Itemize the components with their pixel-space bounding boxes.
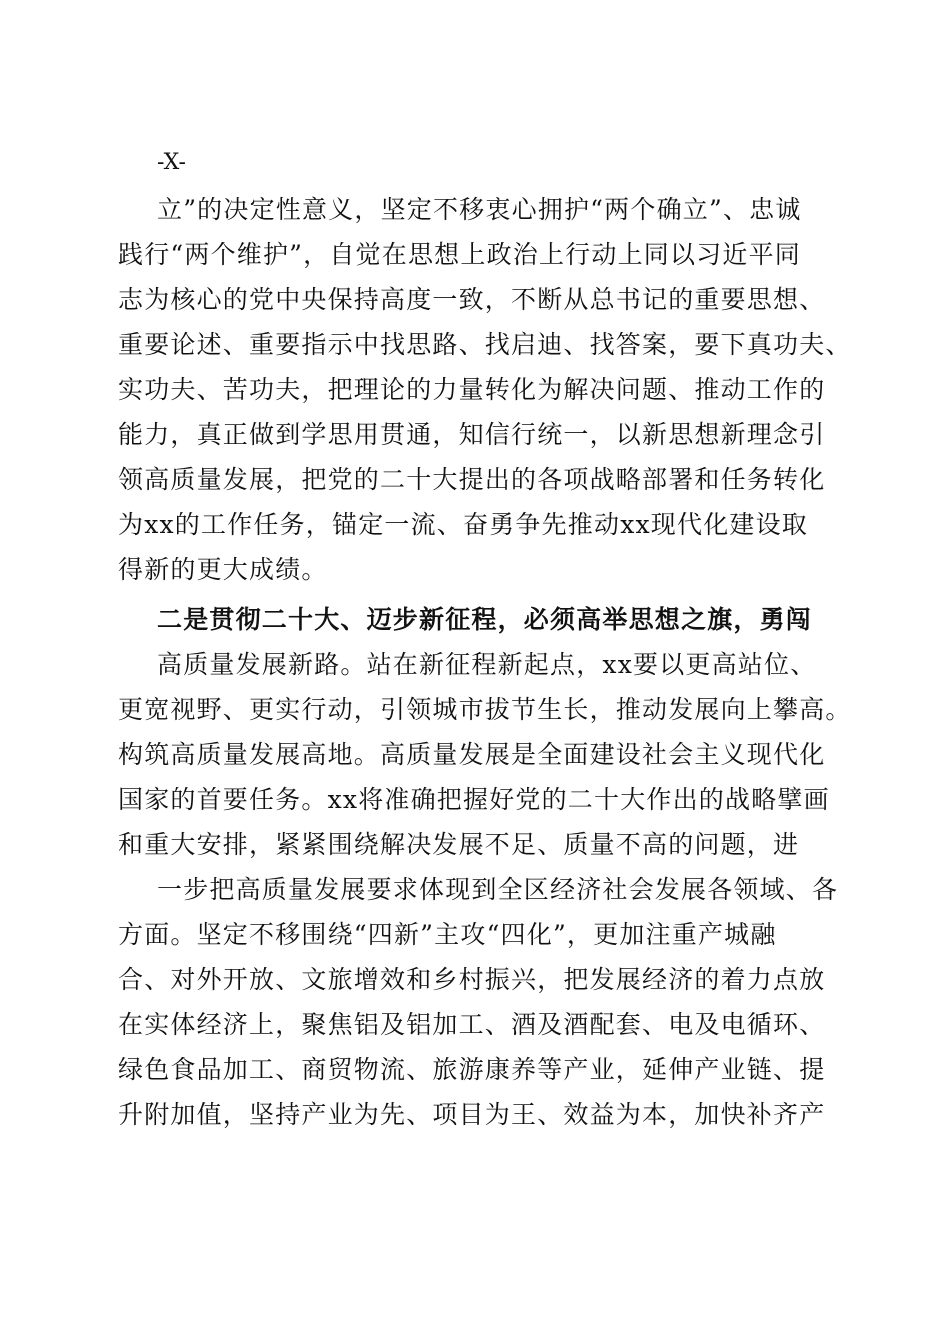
section-heading: 二是贯彻二十大、迈步新征程，必须高举思想之旗，勇闯 xyxy=(157,605,813,634)
text-line: 构筑高质量发展高地。高质量发展是全面建设社会主义现代化 xyxy=(118,740,826,769)
text-line: 践行“两个维护”，自觉在思想上政治上行动上同以习近平同 xyxy=(118,240,801,269)
text-line: 在实体经济上，聚焦铝及铝加工、酒及酒配套、电及电循环、 xyxy=(118,1010,826,1039)
text-line: 实功夫、苦功夫，把理论的力量转化为解决问题、推动工作的 xyxy=(118,375,826,404)
text-line: 为xx的工作任务，锚定一流、奋勇争先推动xx现代化建设取 xyxy=(118,510,808,539)
text-line: 国家的首要任务。xx将准确把握好党的二十大作出的战略擘画 xyxy=(118,785,830,814)
page-number: -X- xyxy=(157,150,186,175)
text-line: 领高质量发展，把党的二十大提出的各项战略部署和任务转化 xyxy=(118,465,826,494)
text-line: 立”的决定性意义，坚定不移衷心拥护“两个确立”、忠诚 xyxy=(157,195,802,224)
text-line: 得新的更大成绩。 xyxy=(118,555,328,584)
text-line: 能力，真正做到学思用贯通，知信行统一，以新思想新理念引 xyxy=(118,420,826,449)
text-line: 志为核心的党中央保持高度一致，不断从总书记的重要思想、 xyxy=(118,285,826,314)
text-line: 合、对外开放、文旅增效和乡村振兴，把发展经济的着力点放 xyxy=(118,965,826,994)
text-line: 绿色食品加工、商贸物流、旅游康养等产业，延伸产业链、提 xyxy=(118,1055,826,1084)
text-line: 和重大安排，紧紧围绕解决发展不足、质量不高的问题，进 xyxy=(118,830,800,859)
text-line: 更宽视野、更实行动，引领城市拔节生长，推动发展向上攀高。 xyxy=(118,695,852,724)
text-line: 方面。坚定不移围绕“四新”主攻“四化”，更加注重产城融 xyxy=(118,920,777,949)
text-line: 重要论述、重要指示中找思路、找启迪、找答案，要下真功夫、 xyxy=(118,330,852,359)
text-line: 升附加值，坚持产业为先、项目为王、效益为本，加快补齐产 xyxy=(118,1100,826,1129)
text-line: 高质量发展新路。站在新征程新起点，xx要以更高站位、 xyxy=(157,650,817,679)
text-line: 一步把高质量发展要求体现到全区经济社会发展各领域、各 xyxy=(157,875,839,904)
